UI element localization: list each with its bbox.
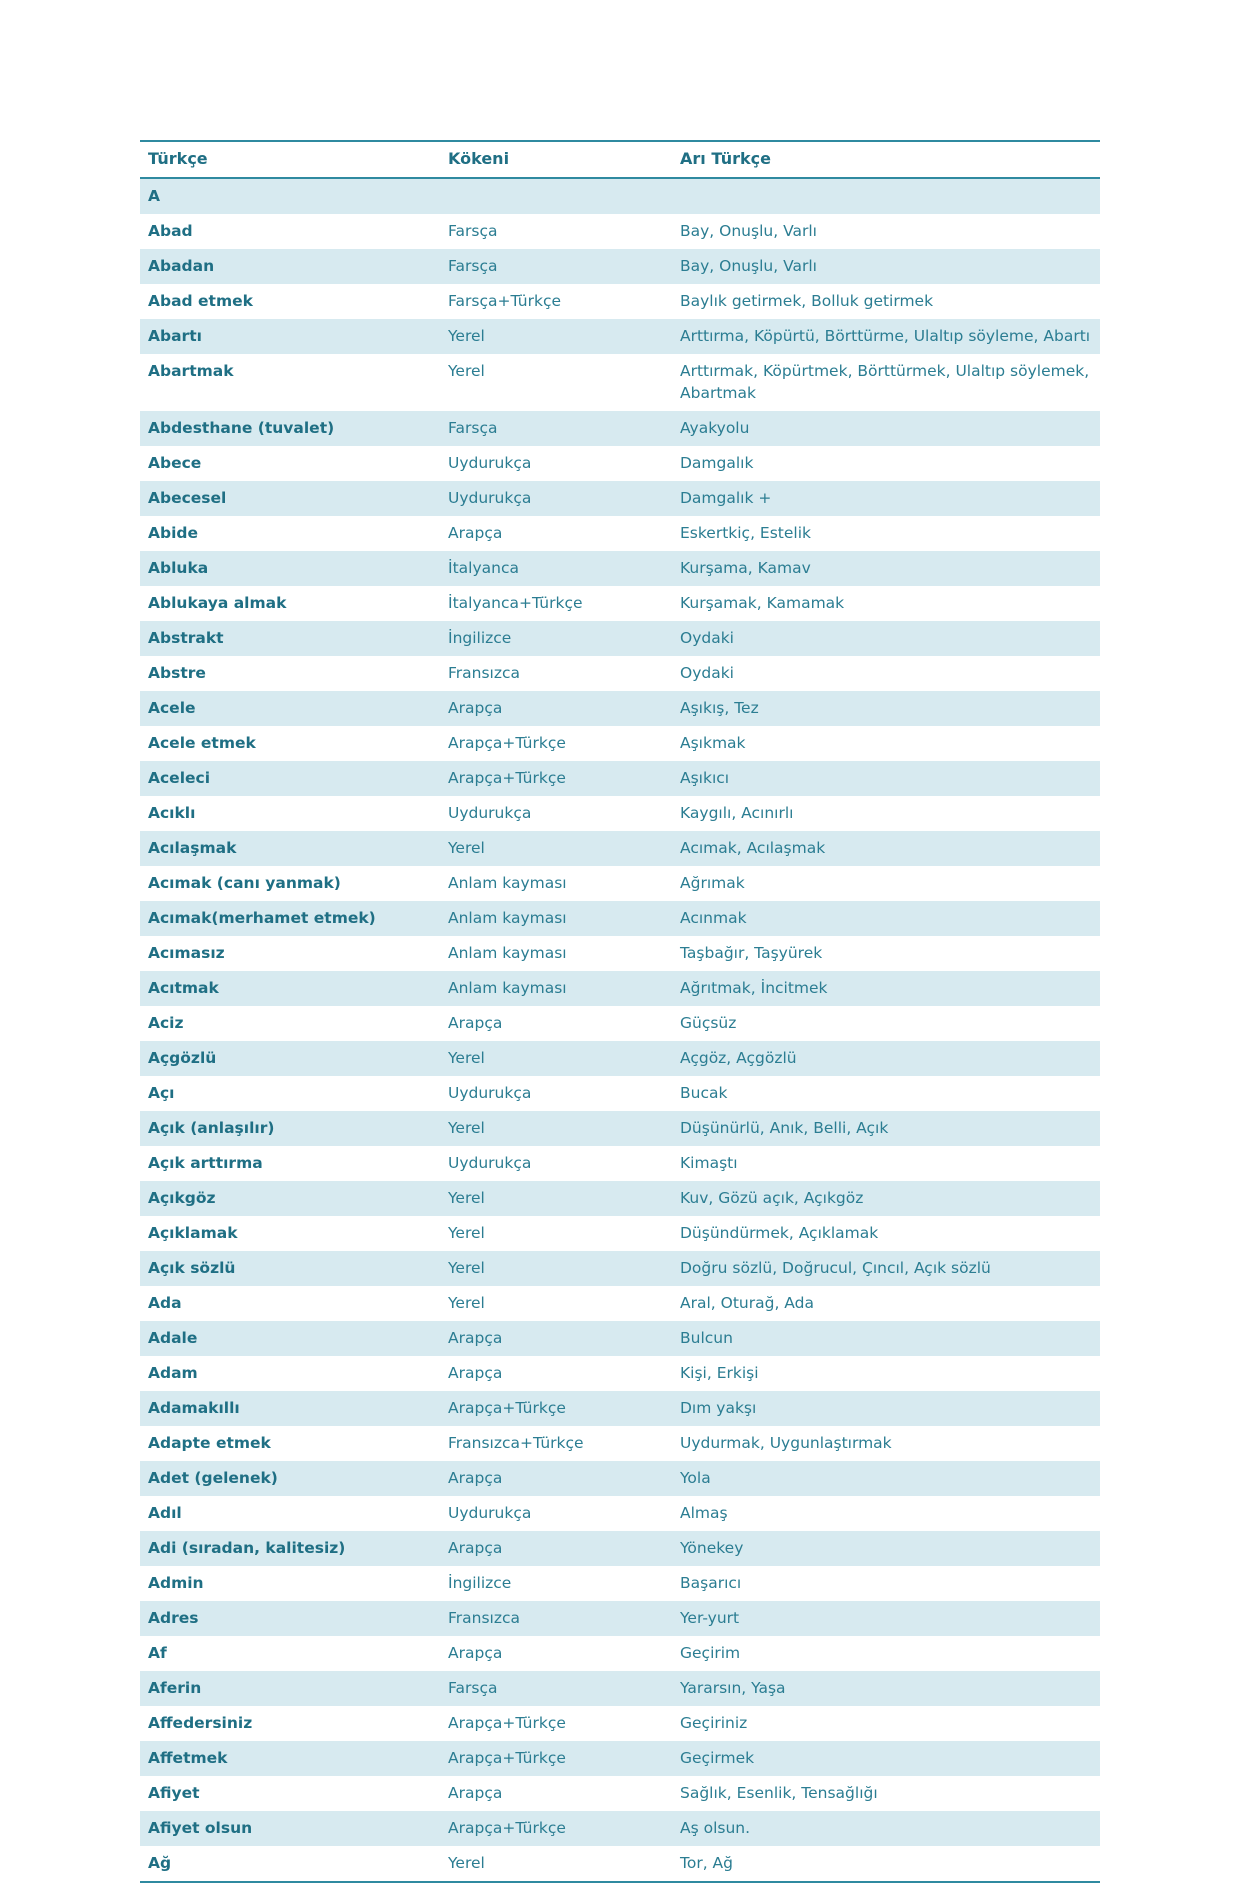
cell-turkce: Abecesel <box>140 481 440 516</box>
cell-ari-turkce: Aşıkmak <box>680 734 746 752</box>
table-row <box>140 1461 1100 1496</box>
table-row <box>140 796 1100 831</box>
table-row <box>140 1496 1100 1531</box>
cell-kokeni <box>440 178 672 214</box>
cell-kokeni: Yerel <box>440 1111 672 1146</box>
cell-ari-turkce: Oydaki <box>672 621 1100 656</box>
cell-ari-turkce: Kimaştı <box>680 1154 738 1172</box>
cell-turkce: Adet (gelenek) <box>140 1461 440 1496</box>
cell-kokeni: Arapça+Türkçe <box>448 1714 566 1732</box>
cell-turkce: Aceleci <box>140 761 440 796</box>
table-row <box>140 901 1100 936</box>
cell-turkce: Abdesthane (tuvalet) <box>140 411 440 446</box>
table-row <box>140 249 1100 284</box>
cell-kokeni: Arapça+Türkçe <box>448 734 566 752</box>
cell-turkce: Abluka <box>140 551 440 586</box>
table-row <box>140 621 1100 656</box>
table-row <box>140 354 1100 411</box>
cell-turkce: Abartı <box>140 319 440 354</box>
cell-kokeni: Farsça+Türkçe <box>448 292 562 310</box>
cell-kokeni: Arapça+Türkçe <box>440 1391 672 1426</box>
cell-ari-turkce: Geçirim <box>680 1644 741 1662</box>
column-header-ari-turkce: Arı Türkçe <box>672 141 1100 178</box>
cell-ari-turkce: Eskertkiç, Estelik <box>680 524 812 542</box>
table-section-row <box>140 178 1100 214</box>
cell-kokeni: Anlam kayması <box>440 901 672 936</box>
cell-turkce: Af <box>148 1644 167 1662</box>
cell-ari-turkce: Bay, Onuşlu, Varlı <box>680 222 817 240</box>
cell-kokeni: İngilizce <box>440 621 672 656</box>
cell-kokeni: Farsça <box>440 411 672 446</box>
cell-ari-turkce: Damgalık + <box>672 481 1100 516</box>
cell-ari-turkce: Ayakyolu <box>672 411 1100 446</box>
cell-kokeni: Fransızca <box>448 664 521 682</box>
cell-kokeni: Arapça <box>440 1461 672 1496</box>
cell-ari-turkce: Acımak, Acılaşmak <box>672 831 1100 866</box>
cell-kokeni: Yerel <box>448 362 485 380</box>
table-row <box>140 691 1100 726</box>
cell-kokeni: Uydurukça <box>448 1084 532 1102</box>
cell-kokeni: Arapça <box>440 1531 672 1566</box>
cell-turkce: Aferin <box>140 1671 440 1706</box>
table-row <box>140 214 1100 249</box>
cell-turkce: Açık sözlü <box>140 1251 440 1286</box>
table-row <box>140 284 1100 319</box>
cell-kokeni: Arapça <box>440 691 672 726</box>
table-row <box>140 319 1100 354</box>
cell-turkce: Açıklamak <box>148 1224 238 1242</box>
table-row <box>140 1356 1100 1391</box>
cell-turkce: Abide <box>148 524 199 542</box>
cell-kokeni: Uydurukça <box>448 1154 532 1172</box>
table-row <box>140 1811 1100 1846</box>
cell-kokeni: Uydurukça <box>448 1504 532 1522</box>
table-row <box>140 1671 1100 1706</box>
table-header <box>140 141 1100 178</box>
column-header-turkce: Türkçe <box>140 141 440 178</box>
cell-kokeni: Uydurukça <box>448 454 532 472</box>
cell-turkce: Açık (anlaşılır) <box>140 1111 440 1146</box>
cell-kokeni: Anlam kayması <box>448 874 567 892</box>
table-row <box>140 1286 1100 1321</box>
cell-turkce: Ablukaya almak <box>148 594 287 612</box>
cell-ari-turkce: Kişi, Erkişi <box>680 1364 759 1382</box>
table-row <box>140 1776 1100 1811</box>
table-row <box>140 1111 1100 1146</box>
table-row <box>140 1601 1100 1636</box>
cell-kokeni: Yerel <box>448 1224 485 1242</box>
cell-kokeni: Arapça+Türkçe <box>440 1741 672 1776</box>
cell-turkce: A <box>140 178 440 214</box>
cell-ari-turkce: Aşıkış, Tez <box>672 691 1100 726</box>
table-row <box>140 1006 1100 1041</box>
table-row <box>140 761 1100 796</box>
cell-kokeni: İtalyanca <box>440 551 672 586</box>
cell-ari-turkce: Doğru sözlü, Doğrucul, Çıncıl, Açık sözlü <box>672 1251 1100 1286</box>
cell-kokeni: Arapça <box>448 524 503 542</box>
cell-kokeni: Anlam kayması <box>448 944 567 962</box>
cell-kokeni: Arapça <box>448 1014 503 1032</box>
table-row <box>140 1146 1100 1181</box>
cell-kokeni: Yerel <box>440 1041 672 1076</box>
cell-ari-turkce: Geçirmek <box>672 1741 1100 1776</box>
table-row <box>140 1391 1100 1426</box>
cell-turkce: Adale <box>140 1321 440 1356</box>
cell-turkce: Adıl <box>148 1504 182 1522</box>
cell-turkce: Adamakıllı <box>140 1391 440 1426</box>
cell-turkce: Adapte etmek <box>148 1434 271 1452</box>
cell-turkce: Afiyet <box>148 1784 200 1802</box>
cell-kokeni: İngilizce <box>448 1574 512 1592</box>
cell-turkce: Abece <box>148 454 202 472</box>
cell-turkce: Abstrakt <box>140 621 440 656</box>
table-row <box>140 411 1100 446</box>
table-row <box>140 726 1100 761</box>
glossary-table <box>140 140 1100 1883</box>
cell-kokeni: Farsça <box>440 1671 672 1706</box>
cell-kokeni: Yerel <box>448 1294 485 1312</box>
cell-turkce: Abartmak <box>148 362 234 380</box>
table-row <box>140 1566 1100 1601</box>
table-row <box>140 1706 1100 1741</box>
cell-turkce: Açıkgöz <box>140 1181 440 1216</box>
cell-kokeni: Yerel <box>440 831 672 866</box>
cell-turkce: Acımasız <box>148 944 225 962</box>
cell-kokeni: Yerel <box>440 1251 672 1286</box>
cell-ari-turkce: Ağrımak <box>680 874 745 892</box>
cell-kokeni: Arapça <box>448 1784 503 1802</box>
cell-ari-turkce: Damgalık <box>680 454 754 472</box>
cell-turkce: Abadan <box>140 249 440 284</box>
cell-kokeni: İtalyanca+Türkçe <box>448 594 583 612</box>
table-row <box>140 656 1100 691</box>
cell-ari-turkce: Baylık getirmek, Bolluk getirmek <box>680 292 934 310</box>
cell-ari-turkce: Aral, Oturağ, Ada <box>680 1294 814 1312</box>
cell-turkce: Ağ <box>140 1846 440 1882</box>
cell-ari-turkce: Tor, Ağ <box>672 1846 1100 1882</box>
cell-ari-turkce: Ağrıtmak, İncitmek <box>672 971 1100 1006</box>
table-row <box>140 551 1100 586</box>
cell-kokeni: Yerel <box>440 1181 672 1216</box>
table-row <box>140 866 1100 901</box>
cell-ari-turkce: Aş olsun. <box>672 1811 1100 1846</box>
cell-kokeni: Arapça+Türkçe <box>440 1811 672 1846</box>
cell-ari-turkce: Bucak <box>680 1084 728 1102</box>
cell-kokeni: Arapça <box>440 1321 672 1356</box>
cell-turkce: Abad etmek <box>148 292 253 310</box>
table-row <box>140 936 1100 971</box>
cell-kokeni: Anlam kayması <box>440 971 672 1006</box>
cell-kokeni: Fransızca+Türkçe <box>448 1434 584 1452</box>
cell-ari-turkce: Aşıkıcı <box>672 761 1100 796</box>
table-row <box>140 1181 1100 1216</box>
cell-turkce: Acılaşmak <box>140 831 440 866</box>
cell-ari-turkce: Düşündürmek, Açıklamak <box>680 1224 879 1242</box>
table-row <box>140 1216 1100 1251</box>
cell-ari-turkce: Almaş <box>680 1504 728 1522</box>
cell-ari-turkce: Geçiriniz <box>680 1714 748 1732</box>
table-body <box>140 178 1100 1882</box>
table-row <box>140 1321 1100 1356</box>
cell-kokeni: Uydurukça <box>440 481 672 516</box>
table-row <box>140 446 1100 481</box>
cell-turkce: Adres <box>140 1601 440 1636</box>
cell-turkce: Açık arttırma <box>148 1154 263 1172</box>
cell-turkce: Ada <box>148 1294 182 1312</box>
cell-turkce: Acıklı <box>148 804 196 822</box>
table-row <box>140 1251 1100 1286</box>
cell-ari-turkce: Kaygılı, Acınırlı <box>680 804 794 822</box>
table-row <box>140 971 1100 1006</box>
cell-ari-turkce: Açgöz, Açgözlü <box>672 1041 1100 1076</box>
cell-kokeni: Yerel <box>440 319 672 354</box>
cell-ari-turkce: Başarıcı <box>680 1574 742 1592</box>
cell-ari-turkce: Sağlık, Esenlik, Tensağlığı <box>680 1784 878 1802</box>
cell-turkce: Acele <box>140 691 440 726</box>
cell-turkce: Acımak (canı yanmak) <box>148 874 341 892</box>
column-header-kokeni: Kökeni <box>440 141 672 178</box>
cell-ari-turkce: Kuv, Gözü açık, Açıkgöz <box>672 1181 1100 1216</box>
cell-turkce: Aciz <box>148 1014 184 1032</box>
cell-kokeni: Farsça <box>448 222 498 240</box>
cell-ari-turkce: Acınmak <box>672 901 1100 936</box>
cell-ari-turkce: Kurşama, Kamav <box>672 551 1100 586</box>
cell-turkce: Açı <box>148 1084 175 1102</box>
cell-turkce: Acıtmak <box>140 971 440 1006</box>
cell-turkce: Abad <box>148 222 193 240</box>
table-row <box>140 1426 1100 1461</box>
cell-ari-turkce: Yararsın, Yaşa <box>672 1671 1100 1706</box>
table-row <box>140 1041 1100 1076</box>
cell-kokeni: Arapça <box>448 1364 503 1382</box>
table-row <box>140 586 1100 621</box>
cell-turkce: Affedersiniz <box>148 1714 253 1732</box>
cell-turkce: Admin <box>148 1574 204 1592</box>
cell-ari-turkce: Kurşamak, Kamamak <box>680 594 845 612</box>
cell-ari-turkce: Düşünürlü, Anık, Belli, Açık <box>672 1111 1100 1146</box>
table-row <box>140 481 1100 516</box>
table-row <box>140 1531 1100 1566</box>
cell-ari-turkce: Taşbağır, Taşyürek <box>680 944 823 962</box>
table-row <box>140 831 1100 866</box>
cell-kokeni: Uydurukça <box>448 804 532 822</box>
cell-kokeni: Arapça+Türkçe <box>440 761 672 796</box>
cell-ari-turkce: Güçsüz <box>680 1014 737 1032</box>
cell-turkce: Adi (sıradan, kalitesiz) <box>140 1531 440 1566</box>
cell-ari-turkce: Arttırma, Köpürtü, Börttürme, Ulaltıp söyleme, Abartı <box>672 319 1100 354</box>
cell-ari-turkce: Dım yakşı <box>672 1391 1100 1426</box>
table-row <box>140 1741 1100 1776</box>
cell-turkce: Afiyet olsun <box>140 1811 440 1846</box>
cell-kokeni: Arapça <box>448 1644 503 1662</box>
cell-ari-turkce: Bay, Onuşlu, Varlı <box>672 249 1100 284</box>
cell-ari-turkce <box>672 178 1100 214</box>
table-row <box>140 1076 1100 1111</box>
cell-ari-turkce: Yönekey <box>672 1531 1100 1566</box>
cell-turkce: Affetmek <box>140 1741 440 1776</box>
cell-ari-turkce: Yer-yurt <box>672 1601 1100 1636</box>
cell-kokeni: Fransızca <box>440 1601 672 1636</box>
cell-turkce: Adam <box>148 1364 198 1382</box>
cell-kokeni: Farsça <box>440 249 672 284</box>
cell-ari-turkce: Arttırmak, Köpürtmek, Börttürmek, Ulaltıp söylemek, Abartmak <box>680 362 1090 402</box>
table-row <box>140 516 1100 551</box>
cell-turkce: Abstre <box>148 664 206 682</box>
cell-ari-turkce: Uydurmak, Uygunlaştırmak <box>680 1434 892 1452</box>
table-row <box>140 1846 1100 1882</box>
cell-ari-turkce: Bulcun <box>672 1321 1100 1356</box>
cell-kokeni: Yerel <box>440 1846 672 1882</box>
cell-ari-turkce: Oydaki <box>680 664 734 682</box>
cell-ari-turkce: Yola <box>672 1461 1100 1496</box>
table-header-row <box>140 141 1100 178</box>
cell-turkce: Acımak(merhamet etmek) <box>140 901 440 936</box>
cell-turkce: Açgözlü <box>140 1041 440 1076</box>
table-row <box>140 1636 1100 1671</box>
cell-turkce: Acele etmek <box>148 734 256 752</box>
